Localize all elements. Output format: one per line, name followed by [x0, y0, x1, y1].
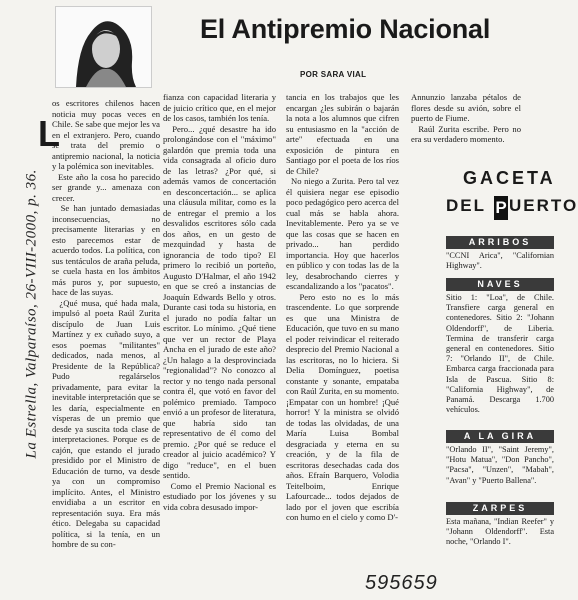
sidebar-title-row — [446, 196, 578, 226]
article-column-1: os escritores chilenos hacen noticia muy pocas veces en Chile. Se sabe que mejor les va en el extranjero. Pero, cuando se trata del premio o antipremio nacional, la noticia y la polémica son inevitables. Este año la cosa ho parecido ser grande y... amenaza con crecer. Se han juntado demasiadas inconsecuencias, no precisamente literarias y en esto parecemos estar de acuerdo todos. La política, con sus tentáculos de araña peluda, se cuela hasta en los ámbitos más puros y, por supuesto, hace de las suyas. ¿Qué musa, qué hada mala, impulsó al poeta Raúl Zurita discípulo de Juan Luis Martínez y ex cuñado suyo, a esos poemas "militantes" dedicados, nada menos, al Presidente de la República? Pudo regalárselos privadamente, para evitar la inevitable interpretación que se les daría, especialmente en vísperas de un premio que desde ya suscita toda clase de interpretaciones. Porque es de cajón, que estando el jurado presidido por el Ministro de Educación de turno, va desde ya con un compromiso implícito. Antes, el Ministro envidiaba a un escritor en representación suya. Era más ético. Delegaba su capacidad política, si la tenía, en un hombre de su con- — [52, 98, 161, 549]
section-band-gira: A LA GIRA — [446, 430, 554, 443]
article-column-2: fianza con capacidad literaria y de juicio crítico que, en el mejor de los casos, también los tenía. Pero... ¿qué desastre ha ido prolongándose con el "máximo" galardón que premia toda una vida consagrada al oficio duro de las letras? ¿Por qué, si además vamos de concertación en desconcertación... se aplica una cláusula militar, como es la de entregar el premio a los desvalidos escritores sólo cada dos años, en un gesto de mezquindad y hasta de ignorancia de todo tipo? El primero lo recibió un porteño, Augusto D'Halmar, el año 1942 en que se creó a instancias de Joaquín Edwards Bello y otros. Durante casi toda su historia, en el jurado no podía faltar un escritor. Lo mínimo. ¿Qué tiene que ver un rector de Playa Ancha en el jurado de este año? ¿Un halago a la desprovinciada "regionalidad"? No conozco al rector y no tengo nada personal contra él, que votó en favor del polémico premiado. Tampoco envió a un profesor de literatura, que habría sido tan representativo de él como del premio. ¿Por qué se reduce el creador al juicio académico? Y digo "reduce", en el buen sentido. Como el Premio Nacional es estudiado por los jóvenes y su vida cobra desusado impor- — [163, 92, 276, 512]
section-text-gira: "Orlando II", "Saint Jeremy", "Hotu Matua", "Don Pancho", "Pacsa", "Unzen", "Mabah", "Avan" y "Puerto Ballena". — [446, 445, 557, 485]
section-text-zarpes: Esta mañana, "Indian Reefer" y "Johann Oldendorff". Esta noche, "Orlando I". — [446, 517, 557, 547]
section-text-naves: Sitio 1: "Loa", de Chile. Transfiere carga general en contenedores. Sitio 2: "Johann Oldendorff", de Liberia. Termina de transferir carga general en contenedores. Sitio 7: "Orlando II", de Chile. Embarca carga fraccionada para Isla de Pascua. Sitio 8: "California Highway", de Panamá. Descarga 1.700 vehículos. — [446, 293, 557, 415]
section-band-naves: NAVES — [446, 278, 554, 291]
drop-cap: L — [38, 113, 60, 154]
byline: POR SARA VIAL — [300, 70, 367, 79]
sidebar-title-del: DEL — [446, 196, 486, 215]
handwritten-source-note: La Estrella, Valparaíso, 26-VIII-2000, p. 36. — [23, 169, 40, 459]
author-portrait — [55, 6, 152, 88]
section-band-zarpes: ZARPES — [446, 502, 554, 515]
article-column-3: tancia en los trabajos que les encargan ¿les subirán o bajarán la nota a los alumnos que cifren su entusiasmo en la "acción de arte" efectuada en una exposición de pintura en Santiago por el poeta de los ríos de Chile? No niego a Zurita. Pero tal vez él quisiera negar ese episodio poco pedagógico pero acerca del cual más se habla ahora. Inevitablemente. Pero ya se ve que las cosas que se hacen en privado... han perdido importancia. Hoy que hacerlos en público y con todas las de la ley, desabrochando cierres y escandalizando a los "pacatos". Pero esto no es lo más trascendente. Lo que sorprende es que una Ministra de Educación, que tuvo en su mano el poder reivindicar el reiterado desprecio del Premio Nacional a las escritoras, no lo hiciera. Si Delia Domínguez, poetisa constante y sonante, empataba con Raúl Zurita, en su momento. ¡Empatar con un hombre! ¡Qué horror! Y la ministra se olvidó de todas las olvidadas, de una María Luisa Bombal desgraciada y eterna en su creación, y de la fila de escritoras desechadas cada dos años. Efraín Barquero, Volodia Teitelboim, Enrique Lafourcade... todos dejados de lado por el joven que escribía con humo en el cielo y como D'- — [286, 92, 399, 522]
section-band-arribos: ARRIBOS — [446, 236, 554, 249]
sidebar-title-uerto: UERTO — [509, 196, 578, 215]
article-title: El Antipremio Nacional — [200, 14, 491, 44]
article-column-4: Annunzio lanzaba pétalos de flores desde su avión, sobre el puerto de Fiume. Raúl Zurita escribe. Pero no era su verdadero momento. — [411, 92, 521, 144]
section-text-arribos: "CCNI Arica", "Californian Highway". — [446, 251, 557, 271]
sidebar-title-gaceta: GACETA — [463, 168, 556, 188]
archive-stamp-number: 595659 — [365, 572, 438, 594]
sidebar-title-p-box: P — [494, 196, 508, 220]
